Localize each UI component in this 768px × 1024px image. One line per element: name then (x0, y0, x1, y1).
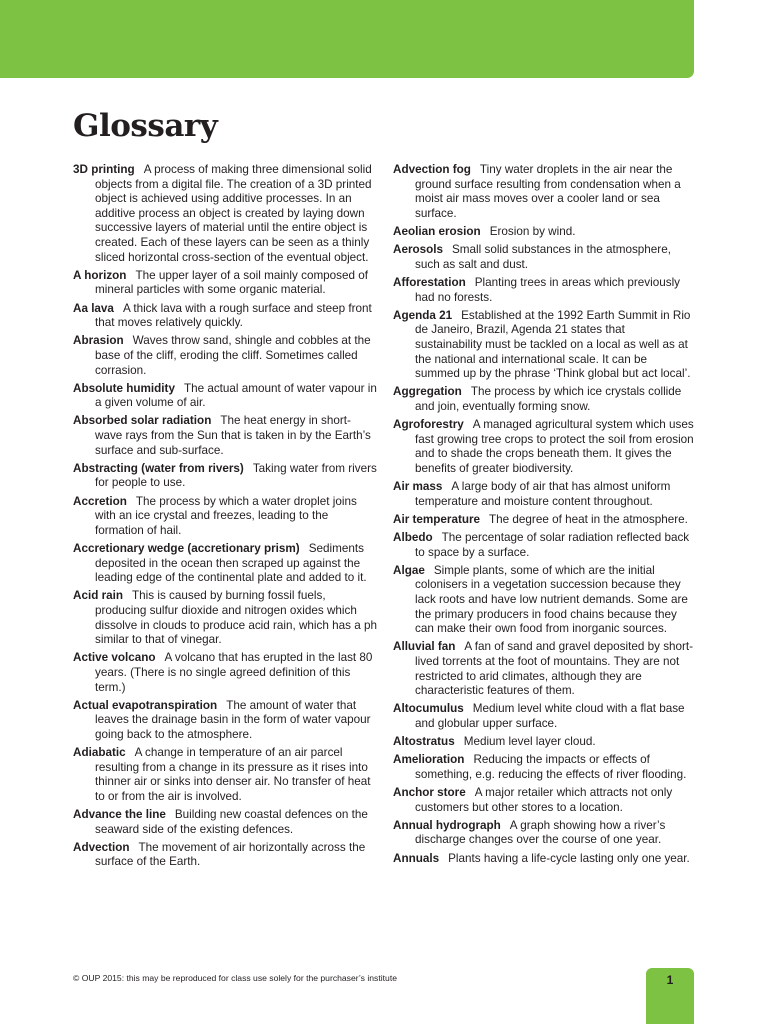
glossary-term: Albedo (393, 531, 433, 544)
glossary-entry (73, 269, 378, 298)
glossary-entry (73, 302, 378, 331)
glossary-entry (393, 640, 695, 698)
glossary-definition: The degree of heat in the atmosphere. (489, 512, 688, 526)
glossary-definition: The actual amount of water vapour in a given volume of air. (95, 381, 377, 410)
glossary-term: Acid rain (73, 589, 124, 603)
glossary-term: Afforestation (393, 275, 466, 289)
glossary-term: Algae (393, 563, 425, 577)
glossary-term: Aeolian erosion (393, 224, 481, 238)
glossary-definition: The process by which a water droplet joins with an ice crystal and freezes, leading to the formation of hail. (95, 494, 357, 537)
glossary-entry (393, 564, 695, 637)
glossary-term: Alluvial fan (393, 640, 456, 654)
glossary-definition: Planting trees in areas which previously had no forests. (415, 275, 681, 304)
glossary-term: Aerosols (393, 243, 444, 257)
glossary-term: Annuals (393, 851, 440, 865)
glossary-entry (393, 819, 695, 848)
glossary-term: Air mass (393, 480, 443, 494)
glossary-definition: The upper layer of a soil mainly composed of mineral particles with some organic material. (95, 268, 369, 297)
glossary-definition: Small solid substances in the atmosphere, such as salt and dust. (415, 243, 671, 271)
glossary-entry (73, 746, 378, 804)
glossary-term: Advection (73, 840, 130, 854)
glossary-definition: Sediments deposited in the ocean then scraped up against the leading edge of the continental plate and added to it. (95, 542, 367, 585)
glossary-definition: The percentage of solar radiation reflected back to space by a surface. (415, 531, 690, 559)
glossary-term: Actual evapotranspiration (73, 698, 218, 712)
glossary-entry (73, 651, 378, 695)
glossary-term: Advection fog (393, 163, 471, 176)
glossary-definition: A change in temperature of an air parcel resulting from a change in its pressure as it rises into thinner air or sinks into denser air. No transfer of heat to or from the air is involved. (95, 746, 371, 803)
glossary-entry (393, 385, 695, 414)
glossary-entry (393, 225, 695, 240)
glossary-term: Agenda 21 (393, 308, 453, 322)
glossary-entry (73, 334, 378, 378)
glossary-term: Active volcano (73, 651, 156, 665)
glossary-entry (73, 414, 378, 458)
glossary-definition: A process of making three dimensional solid objects from a digital file. The creation of a 3D printed object is achieved using additive processes. In an additive process an object is created by laying down successive layers of material until the entire object is created. Each of these layers can be seen as a thinly sliced horizontal cross-section of the eventual object. (95, 163, 372, 264)
glossary-definition: The amount of water that leaves the drainage basin in the form of water vapour going back to the atmosphere. (95, 698, 371, 741)
glossary-definition: The heat energy in short-wave rays from the Sun that is taken in by the Earth’s surface and sub-surface. (95, 414, 371, 457)
glossary-term: Air temperature (393, 512, 481, 526)
glossary-definition: A thick lava with a rough surface and steep front that moves relatively quickly. (95, 301, 372, 330)
glossary-entry (73, 841, 378, 870)
glossary-column-left (73, 163, 378, 874)
glossary-definition: Erosion by wind. (489, 224, 576, 238)
glossary-entry (73, 589, 378, 647)
header-band (0, 0, 694, 78)
page-title: Glossary (73, 108, 218, 144)
glossary-term: Anchor store (393, 786, 466, 800)
glossary-term: Altocumulus (393, 702, 464, 716)
glossary-definition: Building new coastal defences on the seaward side of the existing defences. (95, 808, 368, 836)
glossary-definition: A major retailer which attracts not only customers but other stores to a location. (415, 786, 673, 814)
glossary-term: Absorbed solar radiation (73, 414, 212, 428)
glossary-definition: A large body of air that has almost uniform temperature and moisture content throughout. (415, 480, 671, 508)
glossary-entry (393, 276, 695, 305)
glossary-entry (73, 462, 378, 491)
glossary-column-right (393, 163, 695, 870)
glossary-entry (73, 495, 378, 539)
glossary-definition: Tiny water droplets in the air near the ground surface resulting from condensation when a moist air mass moves over a cooler land or sea surface. (415, 163, 681, 220)
glossary-term: Annual hydrograph (393, 818, 501, 832)
glossary-definition: Waves throw sand, shingle and cobbles at the base of the cliff, eroding the cliff. Sometimes called corrasion. (95, 334, 371, 377)
glossary-entry (73, 163, 378, 265)
glossary-entry (393, 309, 695, 382)
glossary-term: Accretion (73, 494, 127, 508)
glossary-definition: Plants having a life-cycle lasting only one year. (448, 851, 690, 865)
copyright-footer: © OUP 2015: this may be reproduced for class use solely for the purchaser’s institute (73, 973, 397, 983)
glossary-entry (393, 480, 695, 509)
glossary-term: Abrasion (73, 334, 124, 348)
glossary-entry (393, 786, 695, 815)
glossary-term: Amelioration (393, 753, 465, 767)
glossary-definition: A managed agricultural system which uses fast growing tree crops to protect the soil from erosion and to shade the crops beneath them. It gives the benefits of greater biodiversity. (415, 418, 694, 475)
glossary-definition: Medium level layer cloud. (463, 735, 596, 749)
glossary-definition: Simple plants, some of which are the initial colonisers in a vegetation succession because they lack roots and have low nutrient demands. Some are the primary producers in food chains because they can make their own food from inorganic sources. (415, 563, 688, 636)
glossary-definition: Reducing the impacts or effects of something, e.g. reducing the effects of river flooding. (415, 753, 687, 781)
glossary-term: 3D printing (73, 163, 135, 176)
glossary-definition: The process by which ice crystals collide and join, eventually forming snow. (415, 385, 682, 413)
glossary-definition: The movement of air horizontally across the surface of the Earth. (95, 840, 366, 869)
glossary-term: Altostratus (393, 735, 455, 749)
glossary-term: Aggregation (393, 385, 462, 399)
glossary-term: Advance the line (73, 808, 166, 822)
glossary-definition: Established at the 1992 Earth Summit in Rio de Janeiro, Brazil, Agenda 21 states that sustainability must be tackled on a local as well as at the national and international scale. It can be summed up by the phrase ‘Think global but act local’. (415, 308, 691, 381)
glossary-entry (393, 513, 695, 528)
glossary-term: Absolute humidity (73, 381, 175, 395)
page-number-tab (646, 968, 694, 1024)
glossary-definition: A fan of sand and gravel deposited by short-lived torrents at the foot of mountains. They are not restricted to arid climates, although they are characteristic features of them. (415, 640, 694, 698)
glossary-entry (393, 163, 695, 221)
glossary-definition: Medium level white cloud with a flat base and globular upper surface. (415, 702, 685, 730)
glossary-entry (393, 243, 695, 272)
glossary-definition: This is caused by burning fossil fuels, producing sulfur dioxide and nitrogen oxides which dissolve in clouds to produce acid rain, which has a ph similar to that of vinegar. (95, 589, 377, 647)
glossary-entry (393, 702, 695, 731)
glossary-term: Abstracting (water from rivers) (73, 461, 244, 475)
glossary-entry (393, 735, 695, 750)
glossary-entry (393, 753, 695, 782)
glossary-term: A horizon (73, 268, 127, 282)
glossary-term: Adiabatic (73, 746, 126, 760)
glossary-term: Agroforestry (393, 418, 464, 432)
glossary-term: Accretionary wedge (accretionary prism) (73, 542, 300, 555)
glossary-entry (393, 531, 695, 560)
glossary-definition: A graph showing how a river’s discharge changes over the course of one year. (415, 818, 666, 847)
glossary-entry (73, 808, 378, 837)
glossary-term: Aa lava (73, 301, 114, 315)
glossary-entry (73, 699, 378, 743)
glossary-definition: A volcano that has erupted in the last 80 years. (There is no single agreed definition of this term.) (95, 651, 373, 694)
page-number: 1 (666, 973, 674, 987)
glossary-entry (393, 418, 695, 476)
glossary-entry (393, 852, 695, 867)
glossary-entry (73, 382, 378, 411)
glossary-entry (73, 542, 378, 586)
glossary-definition: Taking water from rivers for people to use. (95, 461, 377, 490)
